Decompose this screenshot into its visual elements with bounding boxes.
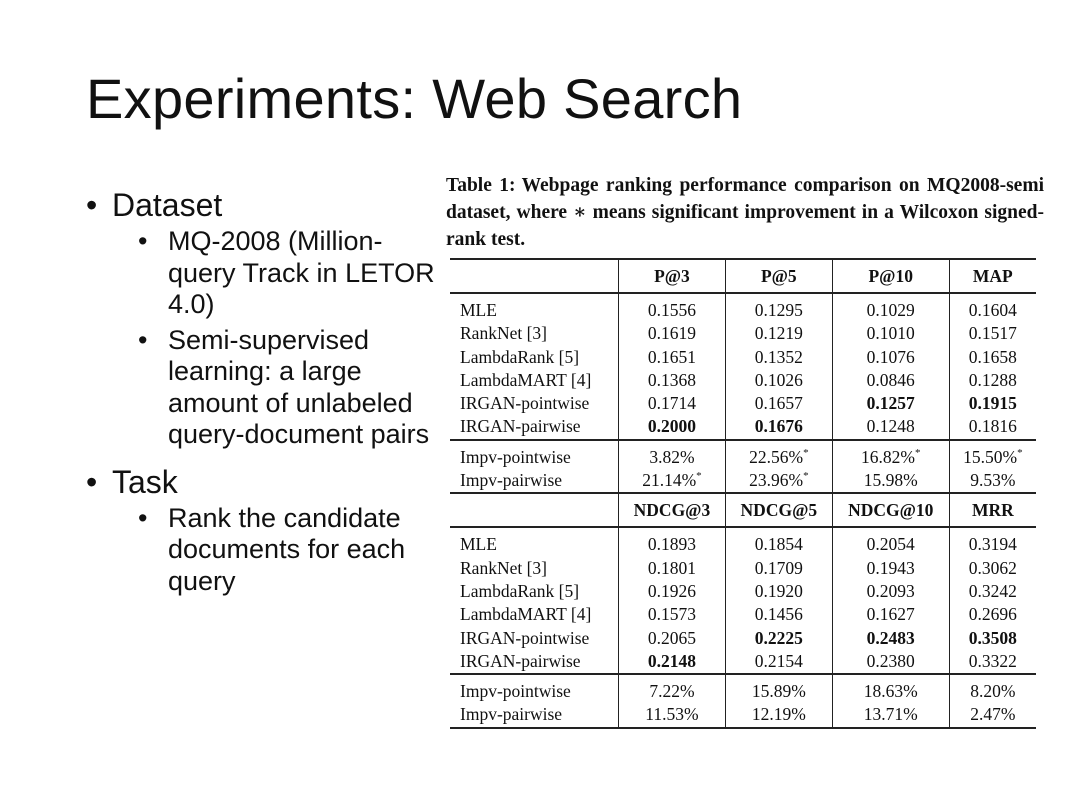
cell-value: 3.82%	[649, 446, 695, 467]
cell: 0.3194	[949, 527, 1036, 556]
table-row	[450, 603, 1036, 626]
method-name: Impv-pointwise	[450, 440, 619, 469]
bullet-task	[86, 463, 426, 501]
cell: 0.1010	[832, 322, 949, 345]
cell	[619, 440, 726, 469]
bullet-label: Dataset	[112, 187, 223, 223]
significance-mark: *	[803, 446, 809, 459]
cell: 0.1517	[949, 322, 1036, 345]
cell-best: 0.2483	[832, 627, 949, 650]
cell: 0.1029	[832, 293, 949, 322]
cell	[725, 440, 832, 469]
method-name: Impv-pointwise	[450, 674, 619, 703]
cell-best: 0.2000	[619, 415, 726, 439]
cell: 0.1893	[619, 527, 726, 556]
table-row	[450, 392, 1036, 415]
bullet-list	[86, 186, 435, 601]
cell: 0.2154	[725, 650, 832, 674]
method-name: LambdaRank [5]	[460, 580, 580, 601]
method-name: IRGAN-pointwise	[460, 393, 590, 414]
cell: 0.1651	[619, 346, 726, 369]
cell: 0.1658	[949, 346, 1036, 369]
significance-mark: *	[914, 446, 921, 459]
header-ndcg3: NDCG@3	[619, 493, 726, 527]
cell: 0.1026	[725, 369, 832, 392]
sub-bullet-semi-supervised	[138, 325, 438, 451]
table-row	[450, 557, 1036, 580]
bullet-dot-icon: •	[86, 187, 98, 223]
header-p5: P@5	[725, 259, 832, 293]
method-name: RankNet [3]	[460, 323, 547, 344]
header-blank	[450, 493, 619, 527]
cell	[832, 440, 949, 469]
method-name: IRGAN-pairwise	[460, 650, 581, 671]
header-ndcg5: NDCG@5	[725, 493, 832, 527]
significance-mark: *	[696, 470, 702, 483]
bullet-dataset	[86, 186, 426, 224]
cell: 0.1295	[725, 293, 832, 322]
cell: 0.1248	[832, 415, 949, 439]
header-p3: P@3	[619, 259, 726, 293]
cell: 0.1368	[619, 369, 726, 392]
cell-best: 0.1915	[949, 392, 1036, 415]
cell: 0.0846	[832, 369, 949, 392]
method-name: MLE	[460, 300, 497, 320]
significance-mark: *	[803, 470, 809, 483]
cell: 8.20%	[949, 674, 1036, 703]
cell: 0.3062	[949, 557, 1036, 580]
cell: 0.1456	[725, 603, 832, 626]
table-row	[450, 627, 1036, 650]
table-caption-text: Webpage ranking performance comparison on MQ2008-semi dataset, where ∗ means significant improvement in a Wilcoxon signed-rank test.	[446, 175, 1044, 250]
cell-value: 15.50%	[963, 446, 1018, 467]
cell: 0.1219	[725, 322, 832, 345]
cell-value: 9.53%	[970, 470, 1016, 491]
bullet-label: Task	[112, 463, 178, 500]
header-map: MAP	[949, 259, 1036, 293]
cell: 0.2380	[832, 650, 949, 674]
cell: 0.2054	[832, 527, 949, 556]
sub-bullet-text: MQ-2008 (Million-query Track in LETOR 4.0)	[168, 226, 435, 319]
significance-mark: *	[1017, 446, 1023, 459]
method-name: IRGAN-pointwise	[460, 627, 590, 648]
cell: 0.2065	[619, 627, 726, 650]
bullet-dot-icon: •	[86, 463, 98, 500]
table-caption-label: Table 1:	[446, 175, 516, 196]
header-ndcg10: NDCG@10	[832, 493, 949, 527]
cell: 15.89%	[725, 674, 832, 703]
header-blank	[450, 259, 619, 293]
table-row	[450, 650, 1036, 674]
cell: 0.1288	[949, 369, 1036, 392]
cell: 0.1352	[725, 346, 832, 369]
cell-best: 0.2148	[619, 650, 726, 674]
table-row-impv	[450, 703, 1036, 727]
results-table-figure	[446, 172, 1046, 725]
cell: 0.3322	[949, 650, 1036, 674]
header-mrr: MRR	[949, 493, 1036, 527]
cell: 0.1573	[619, 603, 726, 626]
cell: 18.63%	[832, 674, 949, 703]
cell	[949, 440, 1036, 469]
cell: 0.1920	[725, 580, 832, 603]
table-row	[450, 369, 1036, 392]
cell: 7.22%	[619, 674, 726, 703]
table-header-row	[450, 493, 1036, 527]
header-p10: P@10	[832, 259, 949, 293]
cell: 0.1556	[619, 293, 726, 322]
table-row	[450, 322, 1036, 345]
table-header-row	[450, 259, 1036, 293]
cell: 0.3242	[949, 580, 1036, 603]
cell-value: 16.82%	[861, 446, 915, 467]
cell-value: 15.98%	[863, 470, 918, 491]
cell-value: 23.96%	[749, 470, 804, 491]
cell: 0.1926	[619, 580, 726, 603]
cell: 0.1714	[619, 392, 726, 415]
cell: 0.1619	[619, 322, 726, 345]
cell	[832, 469, 949, 493]
cell-best: 0.1257	[832, 392, 949, 415]
cell: 0.1709	[725, 557, 832, 580]
method-name: LambdaMART [4]	[460, 369, 592, 390]
method-name: LambdaMART [4]	[460, 604, 592, 625]
cell: 13.71%	[832, 703, 949, 727]
cell-value: 21.14%	[642, 470, 697, 491]
cell-best: 0.2225	[725, 627, 832, 650]
sub-bullet-text: Rank the candidate documents for each query	[168, 502, 406, 596]
slide-title: Experiments: Web Search	[86, 67, 743, 130]
cell-best: 0.3508	[949, 627, 1036, 650]
method-name: RankNet [3]	[460, 557, 547, 578]
bullet-dot-icon: •	[138, 324, 148, 355]
bullet-dot-icon: •	[138, 502, 148, 533]
cell: 0.1627	[832, 603, 949, 626]
cell: 0.1854	[725, 527, 832, 556]
cell: 0.1943	[832, 557, 949, 580]
cell: 0.1076	[832, 346, 949, 369]
method-name: Impv-pairwise	[450, 703, 619, 727]
results-table	[450, 258, 1036, 729]
sub-bullet-mq2008	[138, 226, 438, 321]
method-name: LambdaRank [5]	[460, 346, 580, 367]
table-row-impv	[450, 469, 1036, 493]
cell: 0.1816	[949, 415, 1036, 439]
sub-bullet-rank	[138, 503, 438, 598]
cell: 12.19%	[725, 703, 832, 727]
table-caption	[446, 172, 1044, 253]
method-name: IRGAN-pairwise	[460, 416, 581, 437]
cell: 0.1604	[949, 293, 1036, 322]
cell: 11.53%	[619, 703, 726, 727]
cell-value: 22.56%	[749, 446, 804, 467]
cell: 0.1657	[725, 392, 832, 415]
table-row	[450, 580, 1036, 603]
method-name: MLE	[460, 534, 497, 555]
cell	[619, 469, 726, 493]
cell: 0.2696	[949, 603, 1036, 626]
cell	[949, 469, 1036, 493]
cell	[725, 469, 832, 493]
table-row	[450, 293, 1036, 322]
cell-best: 0.1676	[725, 415, 832, 439]
bullet-dot-icon: •	[138, 226, 148, 256]
cell: 0.2093	[832, 580, 949, 603]
method-name: Impv-pairwise	[460, 470, 563, 491]
cell: 2.47%	[949, 703, 1036, 727]
cell: 0.1801	[619, 557, 726, 580]
sub-bullet-text: Semi-supervised learning: a large amount of unlabeled query-document pairs	[168, 324, 430, 449]
table-row	[450, 346, 1036, 369]
table-row-impv	[450, 674, 1036, 703]
table-row	[450, 415, 1036, 439]
table-row-impv	[450, 440, 1036, 469]
table-row	[450, 527, 1036, 556]
